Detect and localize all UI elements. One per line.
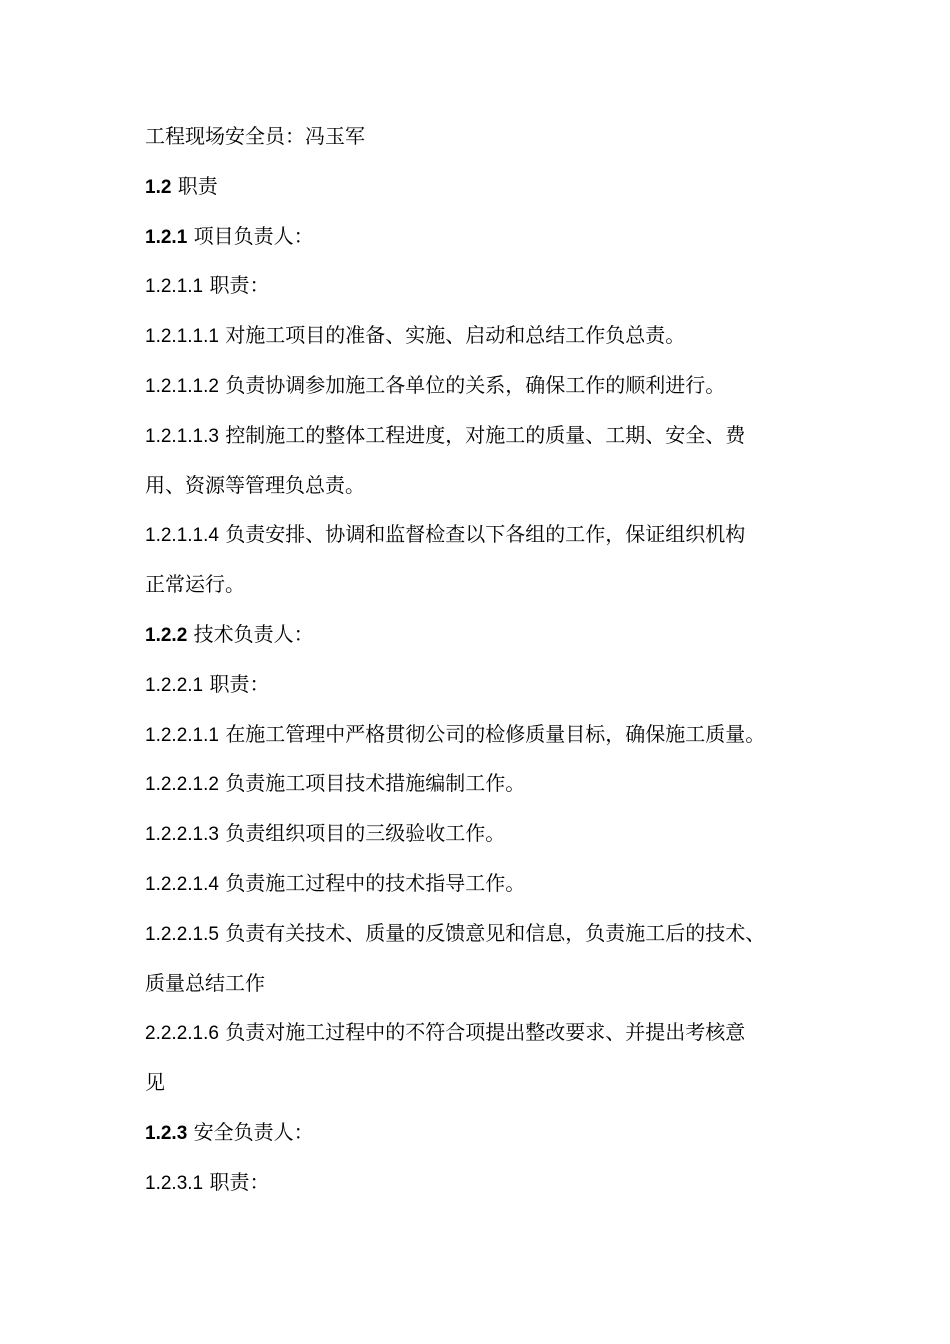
section-number: 1.2.1.1.1 [145,326,219,348]
text-line [145,417,815,467]
text-line [145,915,815,965]
text-line [145,815,815,865]
section-number: 1.2.2.1 [145,674,204,696]
text-line [145,1014,815,1064]
section-number: 1.2.2.1.1 [145,724,219,746]
line-text: 职责 [177,173,218,198]
line-text: 质量总结工作 [145,970,265,995]
section-number: 1.2.2.1.2 [145,774,219,796]
line-text: 用、资源等管理负总责。 [145,472,365,497]
document-body [145,118,815,1214]
line-text: 职责： [209,273,270,298]
text-line [145,765,815,815]
line-text: 控制施工的整体工程进度，对施工的质量、工期、安全、费 [225,422,746,447]
line-text: 负责安排、协调和监督检查以下各组的工作，保证组织机构 [225,522,746,547]
line-text: 负责组织项目的三级验收工作。 [225,821,506,846]
section-number: 1.2.2 [145,624,188,646]
section-number: 1.2 [145,176,172,198]
line-text: 见 [145,1070,165,1095]
section-number: 1.2.3 [145,1122,188,1144]
section-number: 1.2.2.1.3 [145,824,219,846]
section-number: 1.2.2.1.4 [145,873,219,895]
text-line [145,516,815,566]
section-number: 1.2.1.1.2 [145,375,219,397]
section-heading [145,168,815,218]
section-number: 1.2.2.1.5 [145,923,219,945]
text-line [145,666,815,716]
line-text: 负责施工项目技术措施编制工作。 [225,771,526,796]
section-number: 1.2.1.1.4 [145,525,219,547]
text-line [145,118,815,168]
text-line [145,367,815,417]
section-heading [145,1114,815,1164]
text-line-continuation [145,965,815,1015]
section-heading [145,616,815,666]
text-line [145,1164,815,1214]
line-text: 技术负责人： [193,621,314,646]
section-number: 1.2.1.1.3 [145,425,219,447]
line-text: 对施工项目的准备、实施、启动和总结工作负总责。 [225,323,686,348]
line-text: 负责有关技术、质量的反馈意见和信息，负责施工后的技术、 [225,920,766,945]
section-heading [145,218,815,268]
text-line-continuation [145,467,815,517]
line-text: 安全负责人： [193,1119,314,1144]
line-text: 负责对施工过程中的不符合项提出整改要求、并提出考核意 [225,1020,746,1045]
text-line [145,317,815,367]
line-text: 项目负责人： [193,223,314,248]
line-text: 正常运行。 [145,572,245,597]
line-text: 职责： [209,671,270,696]
text-line-continuation [145,566,815,616]
section-number: 2.2.2.1.6 [145,1023,219,1045]
line-text: 在施工管理中严格贯彻公司的检修质量目标，确保施工质量。 [225,721,766,746]
section-number: 1.2.1.1 [145,276,204,298]
section-number: 1.2.1 [145,226,188,248]
line-text: 职责： [209,1169,270,1194]
line-text: 工程现场安全员：冯玉军 [145,124,365,148]
text-line [145,865,815,915]
text-line [145,716,815,766]
section-number: 1.2.3.1 [145,1172,204,1194]
line-text: 负责施工过程中的技术指导工作。 [225,870,526,895]
text-line [145,267,815,317]
line-text: 负责协调参加施工各单位的关系，确保工作的顺利进行。 [225,372,726,397]
text-line-continuation [145,1064,815,1114]
